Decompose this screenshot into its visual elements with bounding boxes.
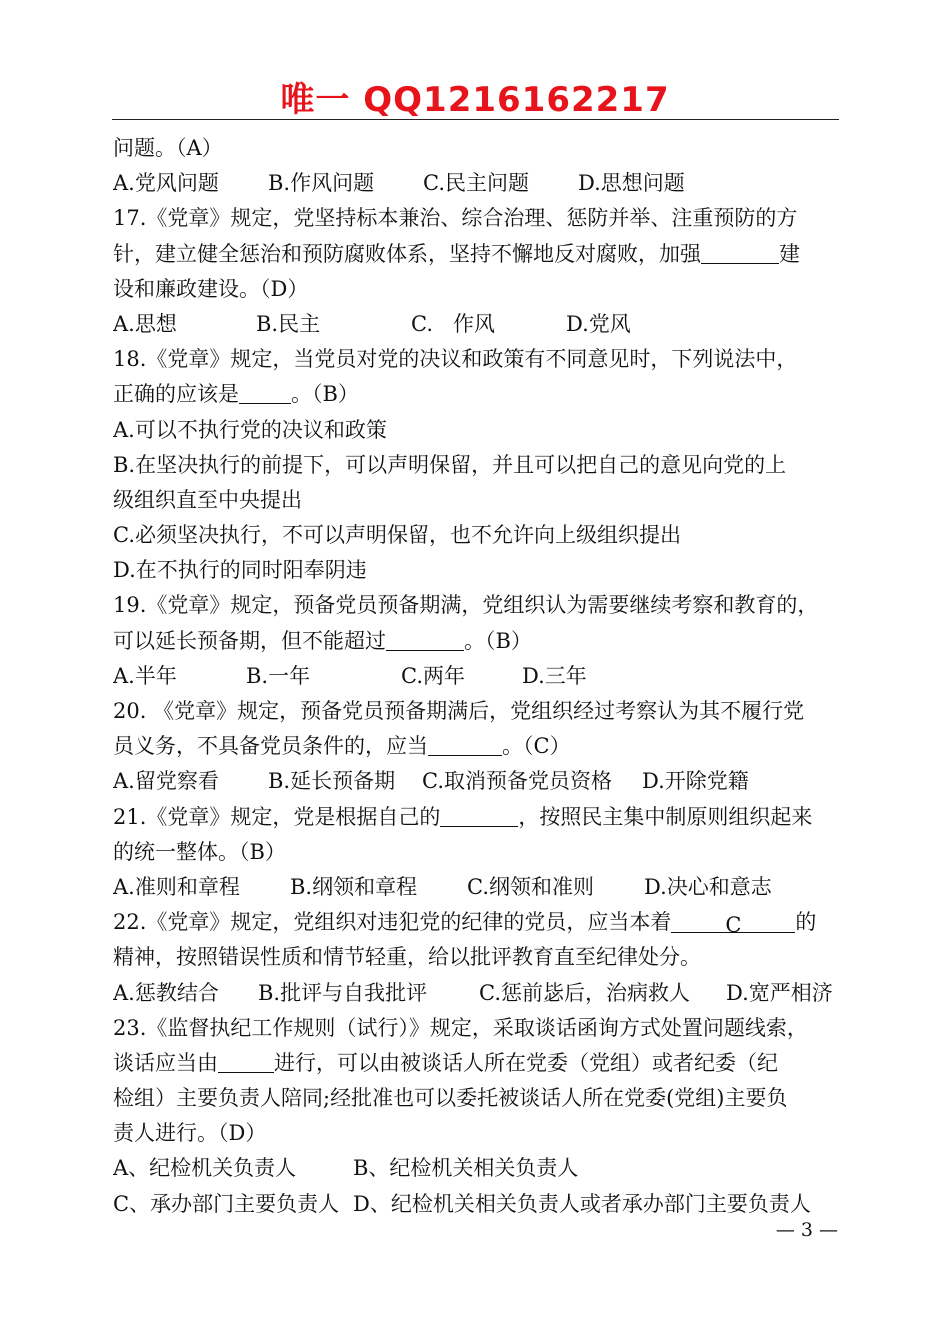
answer-option: A.思想 [113,311,177,336]
text-line: 精神，按照错误性质和情节轻重，给以批评教育直至纪律处分。 [113,945,701,970]
text-segment: 。（C） [502,734,571,759]
text-line: 设和廉政建设。（D） [113,276,309,301]
fill-blank [701,239,779,264]
text-segment: 可以延长预备期，但不能超过 [113,628,386,653]
text-line: 17.《党章》规定，党坚持标本兼治、综合治理、惩防并举、注重预防的方 [113,206,798,231]
answer-option: A.党风问题 [113,171,219,196]
answer-option: A、纪检机关负责人 [113,1156,297,1181]
text-segment: 进行，可以由被谈话人所在党委（党组）或者纪委（纪 [274,1050,778,1075]
option-row [113,166,840,201]
option-row [113,1187,840,1222]
text-line: 19.《党章》规定，预备党员预备期满，党组织认为需要继续考察和教育的， [113,593,819,618]
answer-option: B.作风问题 [268,171,375,196]
answer-option: C、承办部门主要负责人 [113,1191,340,1216]
answer-option: B.民主 [256,311,321,336]
text-line [113,800,840,835]
text-line: 级组织直至中央提出 [113,487,302,512]
option-row [113,976,840,1011]
text-segment: 的 [795,910,817,935]
text-line [113,905,840,940]
text-line: 检组）主要负责人陪同;经批准也可以委托被谈话人所在党委(党组)主要负 [113,1086,788,1111]
text-segment: ，按照民主集中制原则组织起来 [518,804,813,829]
document-body [113,131,840,1222]
answer-option: D.三年 [522,663,587,688]
text-segment: 。（B） [464,628,532,653]
text-segment: 22.《党章》规定，党组织对违犯党的纪律的党员，应当本着 [113,910,672,935]
answer-option: A.准则和章程 [113,874,240,899]
answer-option: B.纲领和章程 [290,874,418,899]
answer-option: D、纪检机关相关负责人或者承办部门主要负责人 [353,1191,811,1216]
answer-option: C.惩前毖后，治病救人 [479,980,690,1005]
text-line: 18.《党章》规定，当党员对党的决议和政策有不同意见时，下列说法中， [113,347,798,372]
answer-option: B、纪检机关相关负责人 [353,1156,579,1181]
fill-blank [239,379,291,404]
text-segment: 谈话应当由 [113,1050,218,1075]
text-segment: 正确的应该是 [113,382,239,407]
fill-blank [218,1048,274,1073]
text-line: B.在坚决执行的前提下，可以声明保留，并且可以把自己的意见向党的上 [113,452,787,477]
text-line [113,237,840,272]
option-row [113,870,840,905]
header-rule [112,119,839,120]
answer-option: B.一年 [246,663,311,688]
text-segment: 针，建立健全惩治和预防腐败体系，坚持不懈地反对腐败，加强 [113,241,701,266]
text-line: 问题。（A） [113,136,223,160]
fill-blank [440,802,518,827]
text-line [113,729,840,764]
answer-option: A.留党察看 [113,769,219,794]
answer-option: C. 作风 [411,311,496,336]
text-line [113,1046,840,1081]
answer-option: C.民主问题 [423,171,529,196]
option-row [113,307,840,342]
fill-blank: C [671,908,795,933]
text-line [113,624,840,659]
text-line: 23.《监督执纪工作规则（试行）》规定，采取谈话函询方式处置问题线索， [113,1015,808,1040]
text-line: A.可以不执行党的决议和政策 [113,417,387,442]
option-row [113,1151,840,1186]
answer-option: C.取消预备党员资格 [422,769,612,794]
answer-option: D.党风 [566,311,631,336]
header-title: 唯一 QQ1216162217 [280,80,670,120]
fill-blank [428,731,502,756]
text-segment: 。（B） [291,382,359,407]
answer-option: D.宽严相济 [726,980,833,1005]
answer-option: B.批评与自我批评 [258,980,428,1005]
answer-option: A.半年 [113,663,177,688]
text-line: 的统一整体。（B） [113,839,286,864]
option-row [113,764,840,799]
answer-option: A.惩教结合 [113,980,219,1005]
option-row [113,659,840,694]
answer-option: D.决心和意志 [644,874,772,899]
answer-option: C.两年 [401,663,465,688]
text-segment: 员义务，不具备党员条件的，应当 [113,734,428,759]
answer-option: D.开除党籍 [642,769,749,794]
text-line: D.在不执行的同时阳奉阴违 [113,558,367,583]
text-line: 20. 《党章》规定，预备党员预备期满后，党组织经过考察认为其不履行党 [113,699,805,723]
text-line [113,377,840,412]
text-line: C.必须坚决执行，不可以声明保留，也不允许向上级组织提出 [113,523,681,548]
answer-option: C.纲领和准则 [467,874,594,899]
text-line: 责人进行。（D） [113,1121,267,1146]
answer-option: B.延长预备期 [268,769,396,794]
text-segment: 21.《党章》规定，党是根据自己的 [113,804,441,829]
page-number: — 3 — [775,1219,838,1241]
fill-blank [386,626,464,651]
answer-option: D.思想问题 [578,171,685,196]
text-segment: 建 [779,241,800,266]
